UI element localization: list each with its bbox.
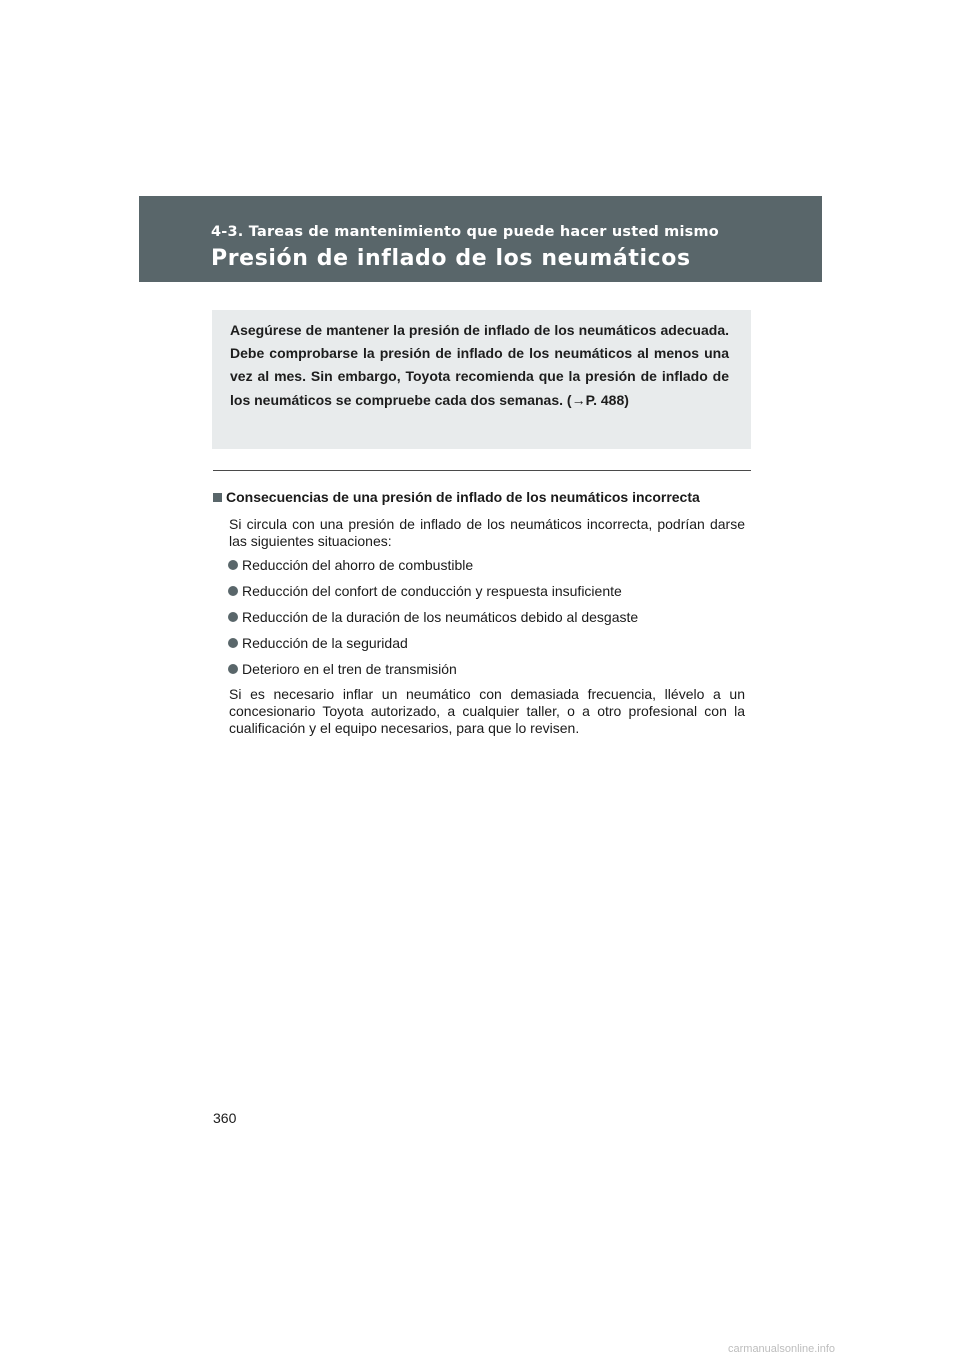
page-number: 360 [213,1110,237,1126]
section-heading [213,486,745,508]
list-item [228,630,745,656]
section-heading-text: Consecuencias de una presión de inflado de los neumáticos incorrecta [226,489,700,505]
divider [213,470,751,471]
chapter-header [139,196,822,282]
closing-paragraph: Si es necesario inflar un neumático con demasiada frecuencia, llévelo a un concesionario Toyota autorizado, a cualquier taller, o a otro profesional con la cualificación y el equipo necesarios, para que lo revisen. [229,686,745,736]
list-item [228,552,745,578]
page-title: Presión de inflado de los neumáticos [211,246,691,271]
intro-box [212,310,751,449]
round-bullet-icon [228,612,238,622]
round-bullet-icon [228,560,238,570]
list-item-text: Reducción de la duración de los neumáticos debido al desgaste [242,609,639,625]
watermark: carmanualsonline.info [728,1343,836,1355]
lead-paragraph: Si circula con una presión de inflado de los neumáticos incorrecta, podrían darse las siguientes situaciones: [229,516,745,549]
list-item [228,656,745,682]
section-title: 4-3. Tareas de mantenimiento que puede hacer usted mismo [211,224,719,240]
list-item [228,578,745,604]
list-item-text: Reducción del ahorro de combustible [242,557,474,573]
content-section [213,486,745,737]
list-item-text: Reducción del confort de conducción y respuesta insuficiente [242,583,622,599]
square-bullet-icon [213,493,222,502]
round-bullet-icon [228,638,238,648]
list-item [228,604,745,630]
consequences-list [228,552,745,682]
round-bullet-icon [228,586,238,596]
intro-text: Asegúrese de mantener la presión de inflado de los neumáticos adecuada. Debe comprobarse la presión de inflado de los neumáticos al menos una vez al mes. Sin embargo, Toyota recomienda que la presión de inflado de los neumáticos se compruebe cada dos semanas. (→P. 488) [230,322,729,408]
list-item-text: Deterioro en el tren de transmisión [242,661,457,677]
list-item-text: Reducción de la seguridad [242,635,408,651]
round-bullet-icon [228,664,238,674]
